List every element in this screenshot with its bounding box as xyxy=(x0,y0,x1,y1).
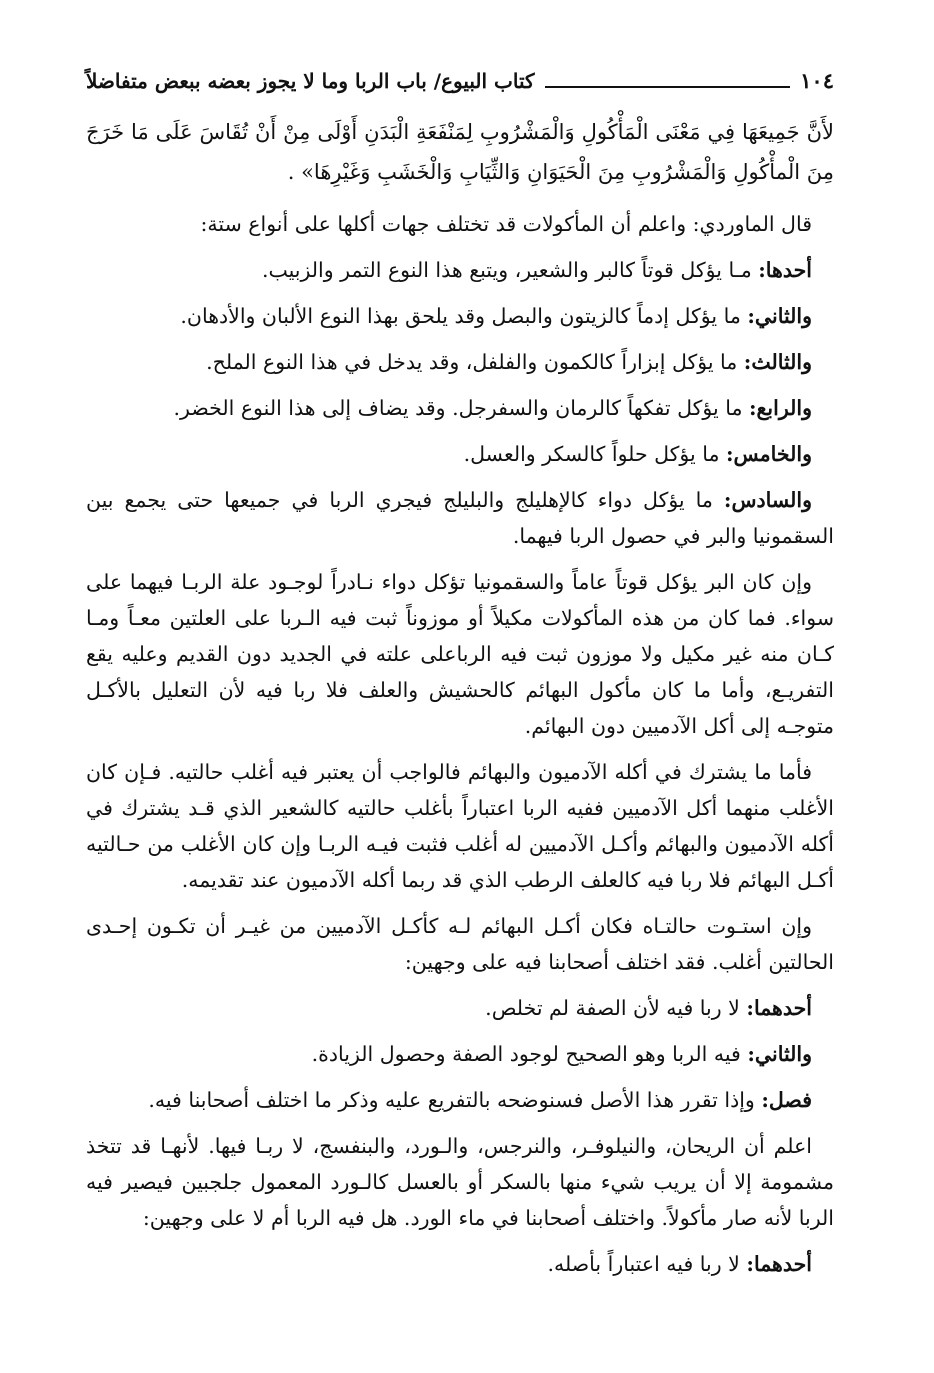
paragraph-type-1 xyxy=(86,252,834,288)
chapter-title: كتاب البيوع/ باب الربا وما لا يجوز بعضه ببعض متفاضلاً xyxy=(86,69,535,93)
paragraph-intro xyxy=(86,206,834,242)
paragraph-text: ما يؤكل إدماً كالزيتون والبصل وقد يلحق بهذا النوع الألبان والأدهان. xyxy=(180,304,748,328)
paragraph-text: لا ربا فيه لأن الصفة لم تخلص. xyxy=(485,996,747,1020)
paragraph-type-4 xyxy=(86,390,834,426)
paragraph-text: ما يؤكل دواء كالإهليلج والبليلج فيجري الربا في جميعها حتى يجمع بين السقمونيا والبر في حصول الربا فيهما. xyxy=(86,488,834,548)
paragraph-text: اعلم أن الريحان، والنيلوفـر، والنرجس، والـورد، والبنفسج، لا ربـا فيها. لأنهـا قد تتخذ مشمومة إلا أن يريب شيء منها بالسكر أو بالعسل كالـورد المعمول جلجبين فيصير فيه الربا لأنه صار مأكولاً. واختلف أصحابنا في ماء الورد. هل فيه الربا أم لا على وجهين: xyxy=(86,1134,834,1230)
paragraph-body-1 xyxy=(86,564,834,744)
paragraph-label: أحدها: xyxy=(758,258,812,282)
paragraph-label: أحدهما: xyxy=(746,1252,812,1276)
paragraph-body-3 xyxy=(86,908,834,980)
paragraph-section xyxy=(86,1082,834,1118)
paragraph-body-4 xyxy=(86,1128,834,1236)
page-body xyxy=(86,112,834,1292)
paragraph-text: ما يؤكل حلواً كالسكر والعسل. xyxy=(463,442,726,466)
quote-text: لأَنَّ جَمِيعَهَا فِي مَعْنَى الْمَأْكُولِ وَالْمَشْرُوبِ لِمَنْفَعَةِ الْبَدَنِ أَوْلَى مِنْ أَنْ تُقَاسَ عَلَى مَا خَرَجَ مِنَ الْمأْكُولِ وَالْمَشْرُوبِ مِنَ الْحَيَوَانِ وَالثِّيَابِ وَالْخَشَبِ وَغَيْرِهَا» . xyxy=(86,120,834,184)
paragraph-quote xyxy=(86,112,834,192)
paragraph-type-6 xyxy=(86,482,834,554)
paragraph-label: والثالث: xyxy=(743,350,812,374)
paragraph-type-3 xyxy=(86,344,834,380)
paragraph-label: والثاني: xyxy=(747,1042,812,1066)
paragraph-label: أحدهما: xyxy=(746,996,812,1020)
page-header xyxy=(86,58,834,94)
paragraph-text: ما يؤكل إبزاراً كالكمون والفلفل، وقد يدخل في هذا النوع الملح. xyxy=(206,350,744,374)
paragraph-type-2 xyxy=(86,298,834,334)
paragraph-body-2 xyxy=(86,754,834,898)
paragraph-label: والثاني: xyxy=(747,304,812,328)
paragraph-text: وإن كان البر يؤكل قوتاً عاماً والسقمونيا تؤكل دواء نـادراً لوجـود علة الربـا فيهما على سواء. فما كان من هذه المأكولات مكيلاً أو موزوناً ثبت فيه الـربا على العلتين معـاً ومـا كـان منه غير مكيل ولا موزون ثبت فيه الرباعلى علته في الجديد دون القديم وعليه يقع التفريـع، وأما ما كان مأكول البهائم كالحشيش والعلف فلا ربا فيه لأن التعليل بالأكـل متوجـه إلى أكل الآدميين دون البهائم. xyxy=(86,570,834,738)
paragraph-text: وإذا تقرر هذا الأصل فسنوضحه بالتفريع عليه وذكر ما اختلف أصحابنا فيه. xyxy=(148,1088,762,1112)
paragraph-view-2 xyxy=(86,1036,834,1072)
paragraph-text: مـا يؤكل قوتاً كالبر والشعير، ويتبع هذا النوع التمر والزبيب. xyxy=(261,258,759,282)
paragraph-type-5 xyxy=(86,436,834,472)
paragraph-view-3 xyxy=(86,1246,834,1282)
page-number: ١٠٤ xyxy=(800,68,834,93)
paragraph-text: ما يؤكل تفكهاً كالرمان والسفرجل. وقد يضاف إلى هذا النوع الخضر. xyxy=(173,396,749,420)
paragraph-label: والسادس: xyxy=(723,488,812,512)
paragraph-text: فيه الربا وهو الصحيح لوجود الصفة وحصول الزيادة. xyxy=(311,1042,748,1066)
paragraph-text: قال الماوردي: واعلم أن المأكولات قد تختلف جهات أكلها على أنواع ستة: xyxy=(200,212,812,236)
paragraph-text: فأما ما يشترك في أكله الآدميون والبهائم فالواجب أن يعتبر فيه أغلب حالتيه. فـإن كان الأغلب منهما أكل الآدميين ففيه الربا اعتباراً بأغلب حالتيه كالشعير الذي قـد يشترك في أكله الآدميون والبهائم وأكـل الآدميين له أغلب فثبت فيـه الربـا وإن كان الأغلب من حـالتيه أكـل البهائم فلا ربا فيه كالعلف الرطب الذي قد ربما أكله الآدميون عند تقديمه. xyxy=(86,760,834,892)
paragraph-label: والرابع: xyxy=(748,396,812,420)
paragraph-text: لا ربا فيه اعتباراً بأصله. xyxy=(547,1252,747,1276)
paragraph-label: والخامس: xyxy=(725,442,812,466)
paragraph-view-1 xyxy=(86,990,834,1026)
paragraph-text: وإن استـوت حالتـاه فكان أكـل البهائم لـه كأكـل الآدميين من غيـر أن تكـون إحـدى الحالتين أغلب. فقد اختلف أصحابنا فيه على وجهين: xyxy=(86,914,834,974)
header-rule xyxy=(545,86,791,88)
paragraph-label: فصل: xyxy=(761,1088,812,1112)
